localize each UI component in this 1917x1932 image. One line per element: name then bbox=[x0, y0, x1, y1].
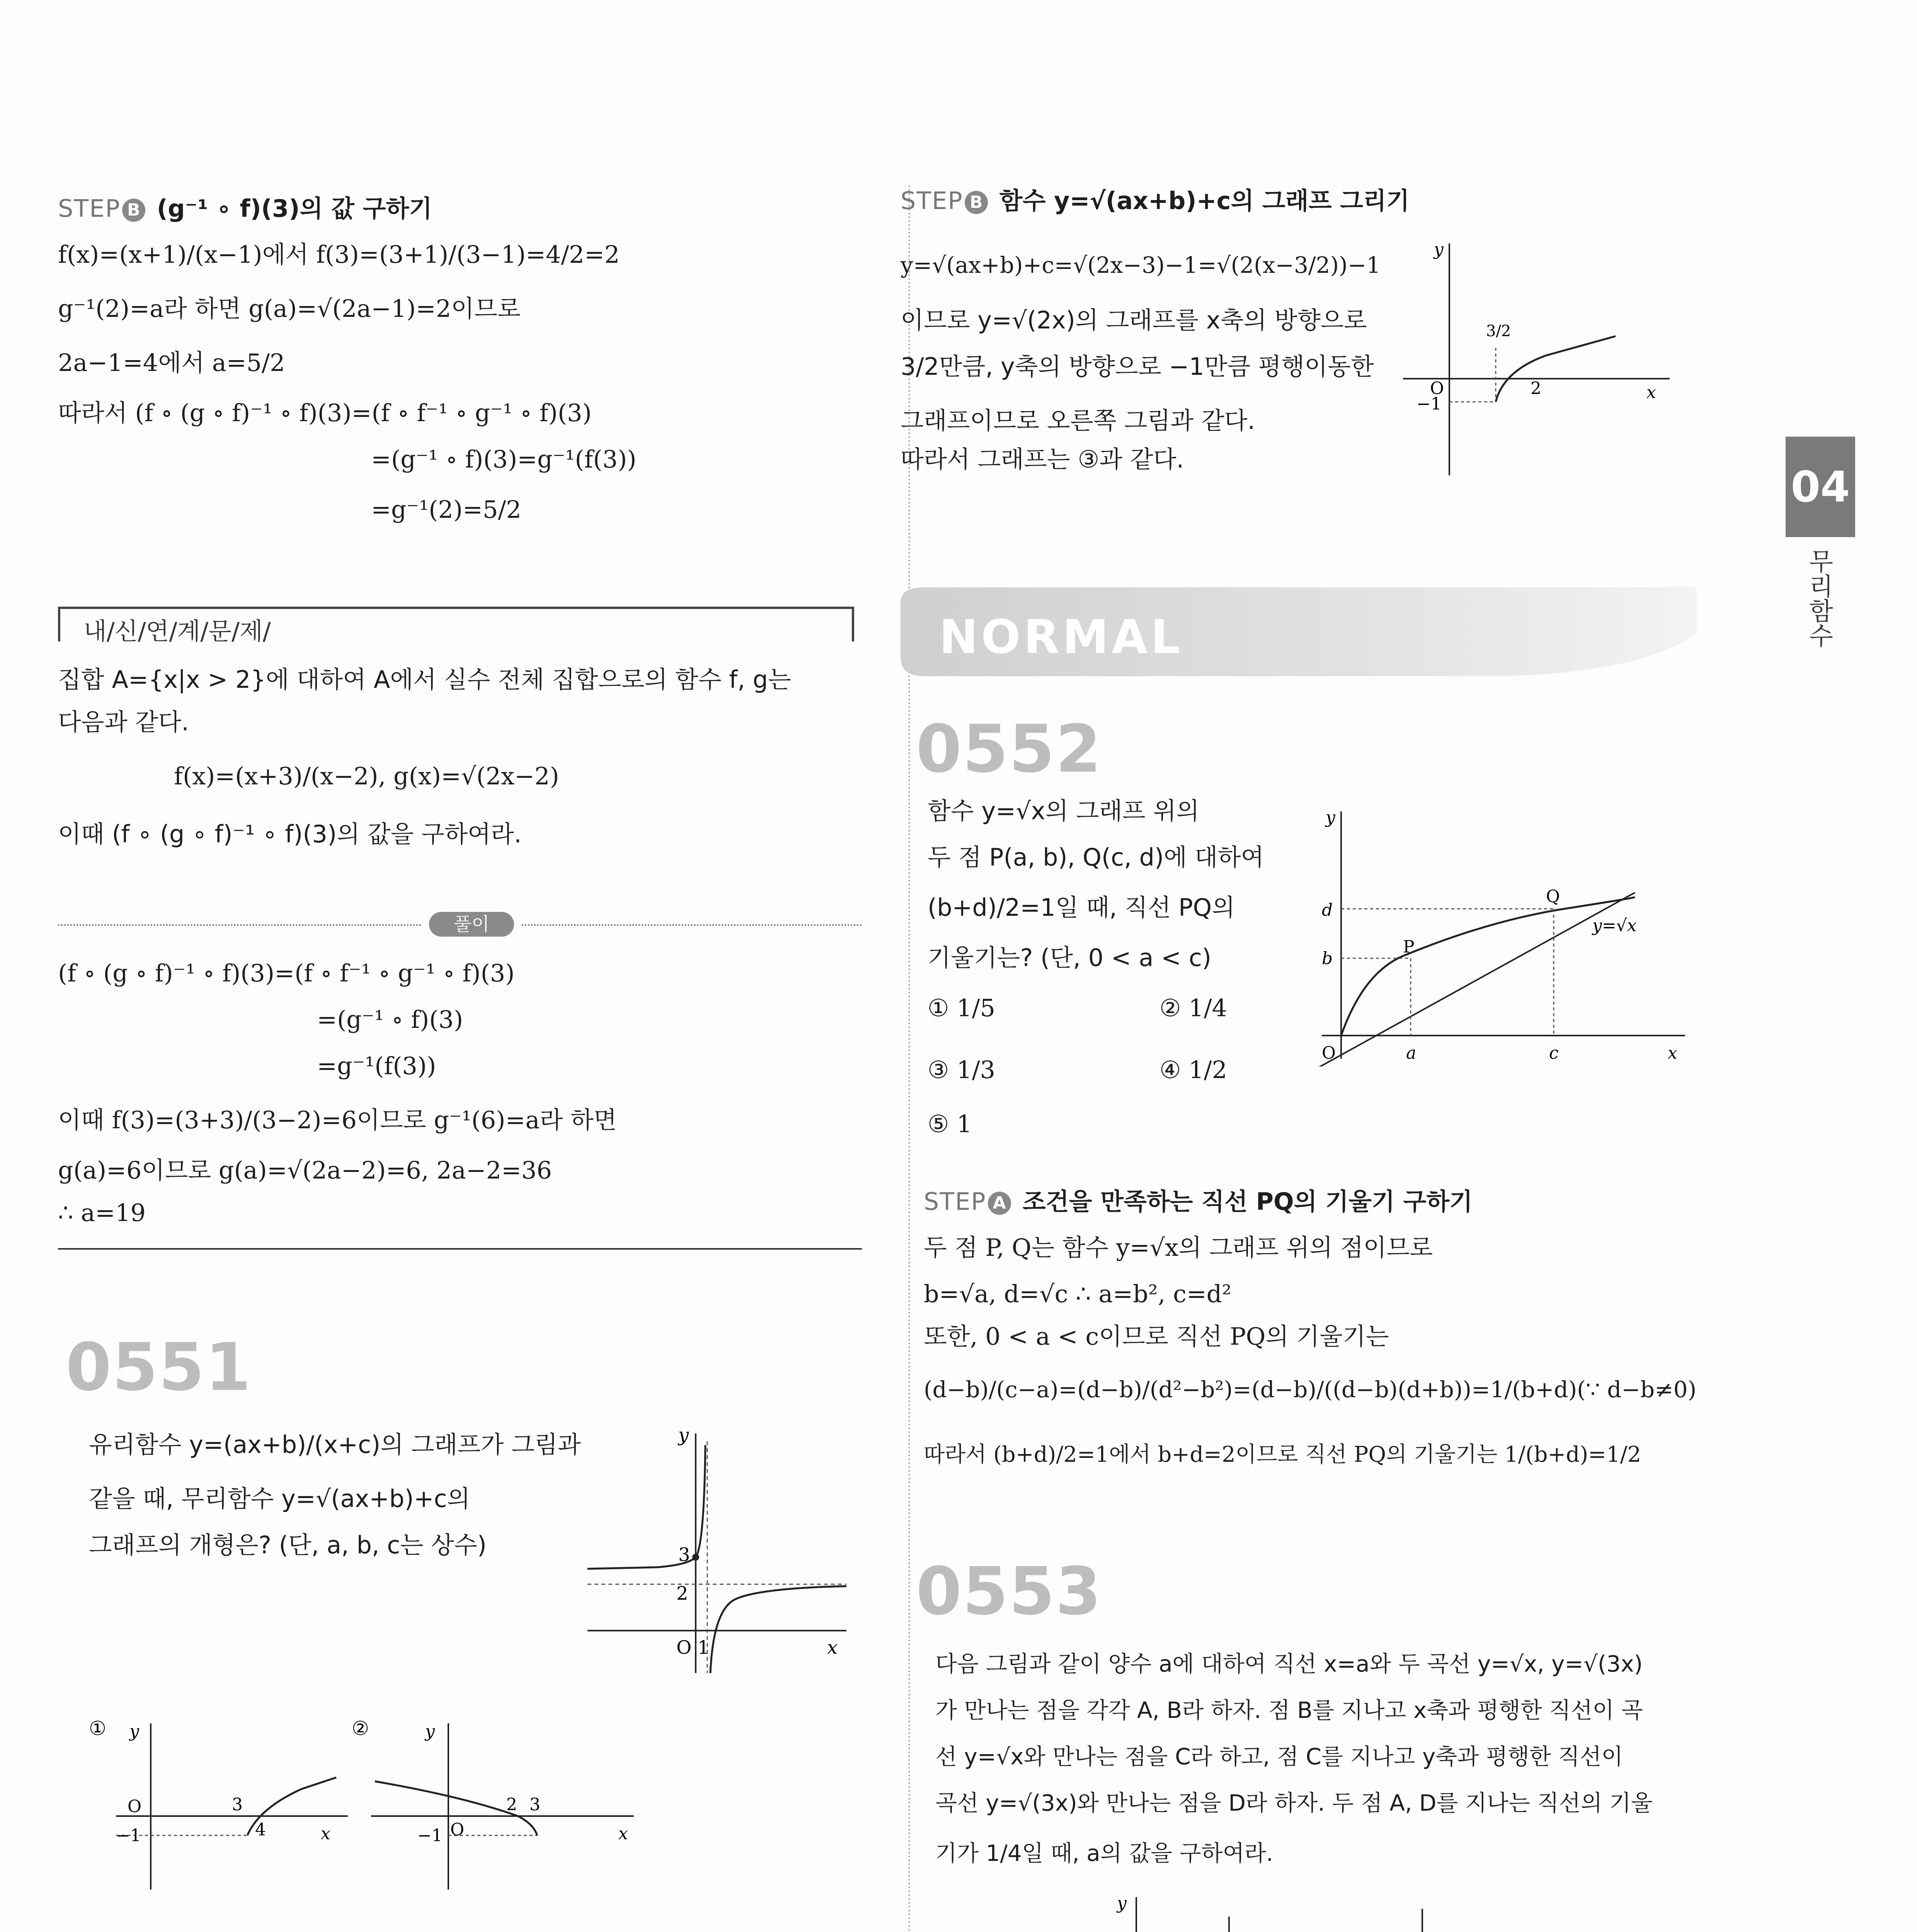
p0552-graph bbox=[1299, 804, 1701, 1066]
p0551-rational-graph bbox=[580, 1430, 850, 1677]
label-2: 2 bbox=[1531, 379, 1541, 398]
right-stepB-line-1: 이므로 y=√(2x)의 그래프를 x축의 방향으로 bbox=[901, 306, 1367, 334]
left-stepB-line-1: g⁻¹(2)=a라 하면 g(a)=√(2a−1)=2이므로 bbox=[58, 294, 521, 323]
label-y: y bbox=[425, 1721, 435, 1741]
p0552-stepA-line-2: 또한, 0 < a < c이므로 직선 PQ의 기울기는 bbox=[924, 1322, 1389, 1350]
label-y: y bbox=[129, 1721, 139, 1741]
box-solution-line-5: ∴ a=19 bbox=[58, 1199, 146, 1227]
label-d: d bbox=[1322, 900, 1333, 920]
chapter-label: 무리함수 bbox=[1805, 549, 1833, 648]
label-P: P bbox=[1403, 937, 1415, 957]
label-neg1: −1 bbox=[417, 1826, 443, 1845]
box-solution-line-1: =(g⁻¹ ∘ f)(3) bbox=[317, 1005, 463, 1034]
box-problem-line-2: f(x)=(x+3)/(x−2), g(x)=√(2x−2) bbox=[174, 762, 559, 790]
normal-label: NORMAL bbox=[939, 611, 1183, 664]
box-problem-line-3: 이때 (f ∘ (g ∘ f)⁻¹ ∘ f)(3)의 값을 구하여라. bbox=[58, 820, 522, 848]
p0553-text-4: 기가 1/4일 때, a의 값을 구하여라. bbox=[935, 1840, 1273, 1866]
choice-1-graph bbox=[85, 1712, 356, 1893]
p0552-text-1: 두 점 P(a, b), Q(c, d)에 대하여 bbox=[928, 843, 1264, 871]
label-3: 3 bbox=[529, 1795, 540, 1815]
p0552-choice-1[interactable]: ① 1/5 bbox=[928, 994, 996, 1022]
label-y: y bbox=[1434, 240, 1444, 259]
line-PQ bbox=[1306, 893, 1635, 1066]
label-a: a bbox=[1406, 1043, 1416, 1063]
sqrt-curve bbox=[1341, 897, 1635, 1036]
label-c: c bbox=[1549, 1043, 1559, 1063]
label-origin: O bbox=[450, 1820, 465, 1840]
label-b: b bbox=[1322, 949, 1333, 968]
label-4: 4 bbox=[255, 1820, 266, 1840]
label-3: 3 bbox=[232, 1795, 243, 1815]
left-stepB-header bbox=[58, 189, 432, 224]
p0553-text-1: 가 만나는 점을 각각 A, B라 하자. 점 B를 지나고 x축과 평행한 직선이 곡 bbox=[935, 1697, 1643, 1723]
axis-x-label: x bbox=[827, 1637, 838, 1658]
p0551-text-1: 같을 때, 무리함수 y=√(ax+b)+c의 bbox=[89, 1485, 470, 1513]
p0552-choice-4[interactable]: ④ 1/2 bbox=[1159, 1056, 1227, 1084]
box-bottom-rule bbox=[58, 1248, 862, 1250]
linked-problem-title: 내/신/연/계/문/제/ bbox=[83, 617, 271, 645]
box-solution-line-2: =g⁻¹(f(3)) bbox=[317, 1052, 436, 1080]
step-label: STEP bbox=[901, 187, 963, 215]
p0553-text-0: 다음 그림과 같이 양수 a에 대하여 직선 x=a와 두 곡선 y=√x, y=√(3x) bbox=[935, 1651, 1643, 1677]
step-title: (g⁻¹ ∘ f)(3)의 값 구하기 bbox=[157, 194, 432, 223]
box-problem-line-1: 다음과 같다. bbox=[58, 708, 189, 736]
label-curve: y=√x bbox=[1592, 916, 1637, 935]
p0552-text-2: (b+d)/2=1일 때, 직선 PQ의 bbox=[928, 893, 1235, 922]
p0552-stepA-line-4: 따라서 (b+d)/2=1에서 b+d=2이므로 직선 PQ의 기울기는 1/(b+d)=1/2 bbox=[924, 1442, 1641, 1467]
label-origin: O bbox=[128, 1797, 142, 1816]
p0552-choice-5[interactable]: ⑤ 1 bbox=[928, 1110, 972, 1138]
label-2: 2 bbox=[506, 1795, 517, 1815]
left-stepB-line-3: 따라서 (f ∘ (g ∘ f)⁻¹ ∘ f)(3)=(f ∘ f⁻¹ ∘ g⁻¹ ∘ f)(3) bbox=[58, 399, 592, 427]
tick-1: 1 bbox=[698, 1637, 710, 1658]
point-0-3 bbox=[692, 1554, 699, 1561]
label-x: x bbox=[1646, 383, 1656, 402]
box-solution-line-0: (f ∘ (g ∘ f)⁻¹ ∘ f)(3)=(f ∘ f⁻¹ ∘ g⁻¹ ∘ f)(3) bbox=[58, 959, 515, 987]
step-title: 조건을 만족하는 직선 PQ의 기울기 구하기 bbox=[1022, 1187, 1473, 1216]
solution-dash-left bbox=[58, 924, 421, 926]
box-solution-line-3: 이때 f(3)=(3+3)/(3−2)=6이므로 g⁻¹(6)=a라 하면 bbox=[58, 1106, 617, 1134]
choice-2-mark: ② bbox=[352, 1717, 369, 1740]
p0552-text-0: 함수 y=√x의 그래프 위의 bbox=[928, 797, 1200, 825]
curve bbox=[1496, 336, 1616, 402]
chapter-tab bbox=[1786, 437, 1855, 537]
solution-dash-right bbox=[522, 924, 862, 926]
p0552-stepA-header bbox=[924, 1182, 1473, 1217]
left-stepB-line-4: =(g⁻¹ ∘ f)(3)=g⁻¹(f(3)) bbox=[371, 445, 637, 473]
p0551-text-0: 유리함수 y=(ax+b)/(x+c)의 그래프가 그림과 bbox=[89, 1430, 581, 1459]
label-y: y bbox=[1326, 808, 1335, 827]
origin-label: O bbox=[676, 1637, 692, 1658]
problem-number-0551: 0551 bbox=[66, 1329, 252, 1406]
label-Q: Q bbox=[1546, 887, 1560, 906]
p0552-stepA-line-1: b=√a, d=√c ∴ a=b², c=d² bbox=[924, 1280, 1232, 1308]
p0552-stepA-line-3: (d−b)/(c−a)=(d−b)/(d²−b²)=(d−b)/((d−b)(d+b))=1/(b+d)(∵ d−b≠0) bbox=[924, 1376, 1697, 1403]
step-mark: B bbox=[122, 199, 145, 222]
step-label: STEP bbox=[58, 194, 121, 223]
left-stepB-line-0: f(x)=(x+1)/(x−1)에서 f(3)=(3+1)/(3−1)=4/2=2 bbox=[58, 240, 620, 269]
box-problem-line-0: 집합 A={x|x > 2}에 대하여 A에서 실수 전체 집합으로의 함수 f, g는 bbox=[58, 665, 791, 694]
step-title: 함수 y=√(ax+b)+c의 그래프 그리기 bbox=[999, 187, 1410, 215]
problem-number-0552: 0552 bbox=[916, 711, 1102, 787]
right-stepB-line-4: 따라서 그래프는 ③과 같다. bbox=[901, 445, 1184, 473]
p0552-text-3: 기울기는? (단, 0 < a < c) bbox=[928, 944, 1212, 972]
label-x: x bbox=[1668, 1043, 1677, 1063]
label-origin: O bbox=[1322, 1043, 1336, 1063]
stepB-sqrt-graph bbox=[1399, 232, 1677, 479]
label-3-2: 3/2 bbox=[1486, 322, 1511, 340]
right-stepB-line-3: 그래프이므로 오른쪽 그림과 같다. bbox=[901, 406, 1255, 435]
p0552-choice-2[interactable]: ② 1/4 bbox=[1159, 994, 1227, 1022]
p0552-stepA-line-0: 두 점 P, Q는 함수 y=√x의 그래프 위의 점이므로 bbox=[924, 1233, 1433, 1262]
solution-badge: 풀이 bbox=[429, 912, 514, 937]
problem-number-0553: 0553 bbox=[916, 1553, 1102, 1630]
step-mark: A bbox=[988, 1192, 1011, 1215]
step-mark: B bbox=[965, 191, 988, 214]
right-stepB-line-0: y=√(ax+b)+c=√(2x−3)−1=√(2(x−3/2))−1 bbox=[901, 252, 1381, 278]
label-x: x bbox=[618, 1824, 628, 1844]
tick-2: 2 bbox=[676, 1583, 688, 1604]
tick-3: 3 bbox=[678, 1544, 690, 1566]
label-x: x bbox=[321, 1824, 330, 1844]
axis-y-label: y bbox=[678, 1430, 689, 1446]
chapter-number: 04 bbox=[1791, 462, 1850, 512]
label-neg1: −1 bbox=[116, 1826, 141, 1845]
label-neg1: −1 bbox=[1416, 394, 1442, 414]
label-origin: O bbox=[1430, 379, 1444, 398]
p0552-choice-3[interactable]: ③ 1/3 bbox=[928, 1056, 996, 1084]
right-stepB-line-2: 3/2만큼, y축의 방향으로 −1만큼 평행이동한 bbox=[901, 352, 1374, 381]
p0551-text-2: 그래프의 개형은? (단, a, b, c는 상수) bbox=[89, 1531, 487, 1559]
p0553-graph bbox=[1094, 1886, 1581, 1932]
p0553-text-2: 선 y=√x와 만나는 점을 C라 하고, 점 C를 지나고 y축과 평행한 직선이 bbox=[935, 1743, 1623, 1770]
label-y: y bbox=[1117, 1893, 1127, 1913]
step-label: STEP bbox=[924, 1187, 986, 1216]
box-solution-line-4: g(a)=6이므로 g(a)=√(2a−2)=6, 2a−2=36 bbox=[58, 1156, 552, 1184]
p0553-text-3: 곡선 y=√(3x)와 만나는 점을 D라 하자. 두 점 A, D를 지나는 직선의 기울 bbox=[935, 1790, 1653, 1816]
linked-problem-box bbox=[58, 607, 854, 645]
choice-1-mark: ① bbox=[89, 1717, 106, 1740]
left-stepB-line-2: 2a−1=4에서 a=5/2 bbox=[58, 349, 285, 377]
rational-right-branch bbox=[710, 1586, 846, 1673]
choice-2-graph bbox=[348, 1712, 642, 1893]
left-stepB-line-5: =g⁻¹(2)=5/2 bbox=[371, 495, 521, 524]
right-stepB-header bbox=[901, 182, 1410, 216]
